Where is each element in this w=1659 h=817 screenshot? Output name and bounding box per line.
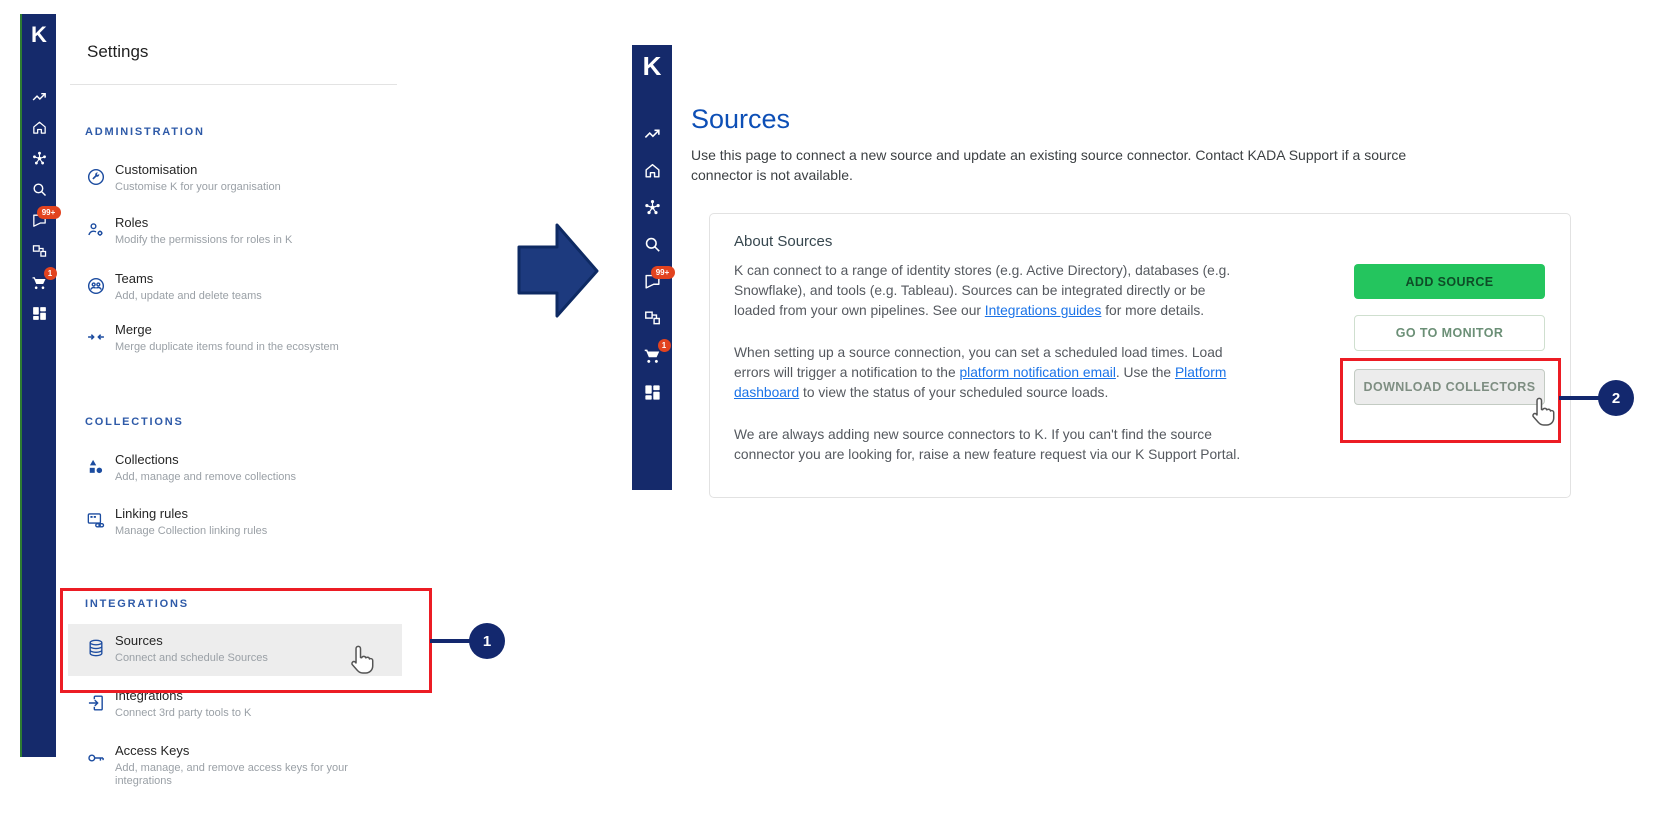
cart-badge: 1 bbox=[658, 339, 671, 352]
item-subtitle: Merge duplicate items found in the ecosystem bbox=[115, 341, 339, 353]
item-title: Sources bbox=[115, 633, 163, 648]
title-divider bbox=[70, 84, 397, 85]
right-screenshot-sidebar bbox=[632, 45, 672, 490]
cart-badge: 1 bbox=[44, 267, 57, 280]
settings-item-access-keys[interactable] bbox=[86, 743, 396, 788]
customisation-icon bbox=[86, 167, 106, 187]
left-screenshot-sidebar bbox=[20, 14, 56, 757]
annotation-callout-2: 2 bbox=[1598, 380, 1634, 416]
merge-icon bbox=[86, 327, 106, 347]
annotation-box-1 bbox=[60, 588, 432, 693]
settings-item-roles[interactable] bbox=[86, 215, 396, 247]
section-label-collections: COLLECTIONS bbox=[85, 416, 184, 428]
item-title: Merge bbox=[115, 322, 152, 337]
item-title: Customisation bbox=[115, 162, 198, 177]
dashboard-icon[interactable] bbox=[31, 305, 48, 322]
item-subtitle: Manage Collection linking rules bbox=[115, 525, 268, 537]
chat-badge: 99+ bbox=[37, 206, 61, 219]
teams-icon bbox=[86, 276, 106, 296]
platform-notification-email-link[interactable]: platform notification email bbox=[959, 365, 1116, 380]
trending-up-icon[interactable] bbox=[31, 88, 48, 105]
cart-icon[interactable] bbox=[643, 340, 667, 365]
k-logo: K bbox=[31, 22, 47, 47]
item-subtitle: Customise K for your organisation bbox=[115, 181, 281, 193]
paragraph-3: We are always adding new source connectors to K. If you can't find the source connector you are looking for, raise a new feature request via our K Support Portal. bbox=[734, 427, 1241, 462]
key-icon bbox=[86, 748, 106, 768]
item-subtitle: Modify the permissions for roles in K bbox=[115, 234, 293, 246]
sources-intro-text: Use this page to connect a new source and update an existing source connector. Contact KADA Support if a source connector is not available. bbox=[691, 147, 1407, 183]
settings-item-collections[interactable] bbox=[86, 452, 396, 484]
search-icon[interactable] bbox=[643, 235, 662, 254]
paragraph-1: K can connect to a range of identity stores (e.g. Active Directory), databases (e.g. Snowflake), and tools (e.g. Tableau). Sources can be integrated directly or be loaded from your own pipelines. See our Integrations guides for more details. bbox=[734, 263, 1231, 318]
transition-arrow bbox=[515, 220, 605, 329]
platform-dashboard-link[interactable]: Platform dashboard bbox=[734, 365, 1227, 400]
trending-up-icon[interactable] bbox=[643, 124, 662, 143]
item-subtitle: Connect and schedule Sources bbox=[115, 652, 268, 664]
sources-page-title: Sources bbox=[691, 104, 791, 134]
settings-item-merge[interactable] bbox=[86, 322, 396, 354]
item-title: Collections bbox=[115, 452, 179, 467]
item-subtitle: Add, manage and remove collections bbox=[115, 471, 296, 483]
settings-item-customisation[interactable] bbox=[86, 162, 396, 194]
cart-icon[interactable] bbox=[31, 268, 53, 291]
dashboard-icon[interactable] bbox=[643, 383, 662, 402]
add-source-button[interactable]: ADD SOURCE bbox=[1354, 264, 1545, 299]
section-label-integrations: INTEGRATIONS bbox=[85, 598, 189, 610]
item-subtitle: Connect 3rd party tools to K bbox=[115, 707, 252, 719]
chat-icon[interactable] bbox=[643, 267, 670, 291]
hub-icon[interactable] bbox=[643, 198, 662, 217]
go-to-monitor-button[interactable]: GO TO MONITOR bbox=[1354, 315, 1545, 351]
home-icon[interactable] bbox=[31, 119, 48, 136]
hand-cursor-download bbox=[1528, 396, 1558, 428]
settings-page-title: Settings bbox=[87, 42, 149, 61]
chat-icon[interactable] bbox=[31, 207, 56, 229]
section-label-administration: ADMINISTRATION bbox=[85, 126, 205, 138]
about-sources-body bbox=[734, 261, 1250, 487]
exit-to-app-icon bbox=[86, 693, 106, 713]
annotation-callout-1: 1 bbox=[469, 623, 505, 659]
item-subtitle: Add, update and delete teams bbox=[115, 290, 262, 302]
roles-icon bbox=[86, 220, 106, 240]
chat-badge: 99+ bbox=[651, 266, 675, 279]
k-logo: K bbox=[642, 51, 662, 81]
item-title: Access Keys bbox=[115, 743, 190, 758]
annotation-connector-1 bbox=[430, 639, 471, 643]
item-title: Linking rules bbox=[115, 506, 188, 521]
item-title: Integrations bbox=[115, 688, 183, 703]
hub-icon[interactable] bbox=[31, 150, 48, 167]
download-collectors-button[interactable]: DOWNLOAD COLLECTORS bbox=[1354, 369, 1545, 405]
integrations-guides-link[interactable]: Integrations guides bbox=[984, 303, 1102, 318]
paragraph-2: When setting up a source connection, you can set a scheduled load times. Load errors will trigger a notification to the platform notification email. Use the Platform dashboard to view the status of your scheduled source loads. bbox=[734, 345, 1227, 400]
home-icon[interactable] bbox=[643, 161, 662, 180]
item-title: Teams bbox=[115, 271, 154, 286]
hand-cursor-sources bbox=[347, 644, 377, 676]
linking-rules-icon bbox=[86, 511, 106, 531]
annotation-connector-2 bbox=[1559, 396, 1600, 400]
about-sources-title: About Sources bbox=[734, 233, 833, 250]
item-title: Roles bbox=[115, 215, 149, 230]
collections-icon bbox=[86, 457, 106, 477]
search-icon[interactable] bbox=[31, 181, 48, 198]
settings-item-linking-rules[interactable] bbox=[86, 506, 396, 538]
item-subtitle: Add, manage, and remove access keys for your integrations bbox=[115, 762, 348, 787]
settings-item-teams[interactable] bbox=[86, 271, 396, 303]
sitemap-icon[interactable] bbox=[31, 243, 48, 260]
sitemap-icon[interactable] bbox=[643, 309, 662, 328]
about-sources-card bbox=[709, 213, 1571, 498]
